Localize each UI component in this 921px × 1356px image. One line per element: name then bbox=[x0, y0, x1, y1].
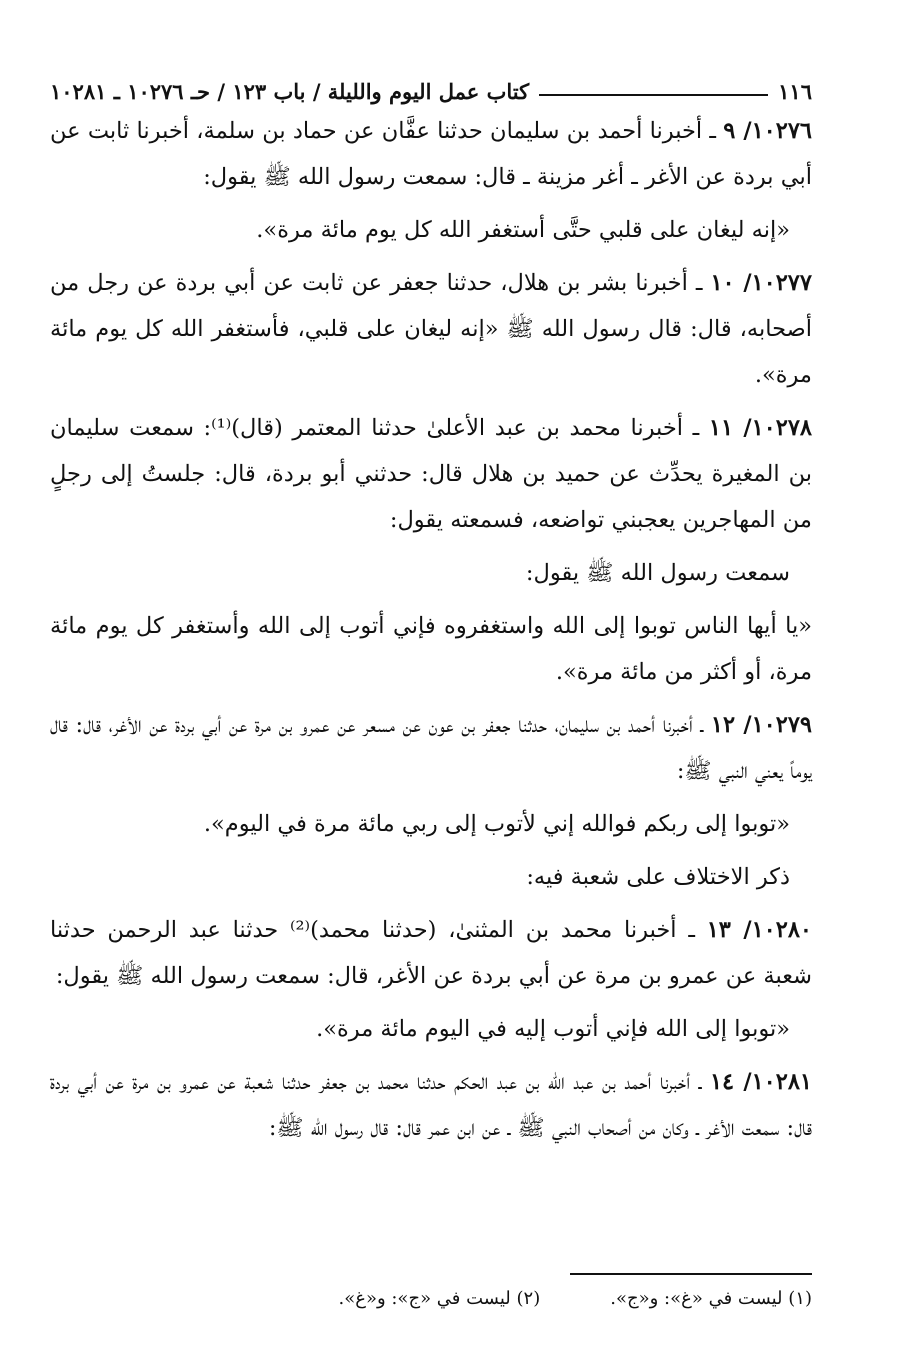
footnote-rule bbox=[570, 1273, 812, 1275]
footnotes bbox=[110, 1288, 812, 1309]
hadith-number: ١٠٢٧٨/ ١١ bbox=[708, 415, 813, 441]
hadith-paragraph bbox=[50, 260, 812, 398]
hadith-text: ـ أخبرنا أحمد بن سليمان حدثنا عفَّان عن حماد بن سلمة، أخبرنا ثابت عن أبي بردة عن الأغر ـ أغر مزينة ـ قال: سمعت رسول الله ﷺ يقول: bbox=[50, 118, 812, 190]
page-number: ١١٦ bbox=[778, 79, 812, 104]
section-note-text: ذكر الاختلاف على شعبة فيه: bbox=[526, 864, 790, 890]
hadith-text: ـ أخبرنا محمد بن عبد الأعلىٰ حدثنا المعتمر (قال)⁽¹⁾: سمعت سليمان بن المغيرة يحدِّث عن حميد بن هلال قال: حدثني أبو بردة، قال: جلستُ إلى رجلٍ من المهاجرين يعجبني تواضعه، فسمعته يقول: bbox=[50, 415, 812, 533]
quote-paragraph bbox=[50, 207, 812, 253]
hadith-number: ١٠٢٧٦/ ٩ bbox=[723, 118, 812, 144]
narration-paragraph bbox=[50, 550, 812, 596]
running-title: كتاب عمل اليوم والليلة / باب ١٢٣ / حـ ١٠٢٧٦ ـ ١٠٢٨١ bbox=[50, 79, 530, 104]
hadith-number: ١٠٢٧٧/ ١٠ bbox=[710, 270, 812, 296]
main-text bbox=[50, 108, 812, 1151]
hadith-number: ١٠٢٧٩/ ١٢ bbox=[710, 712, 812, 738]
hadith-paragraph bbox=[50, 405, 812, 543]
hadith-number: ١٠٢٨١/ ١٤ bbox=[709, 1069, 812, 1095]
page-header bbox=[50, 70, 812, 104]
quote-text: «توبوا إلى الله فإني أتوب إليه في اليوم مائة مرة». bbox=[316, 1016, 790, 1042]
quote-paragraph bbox=[50, 603, 812, 695]
quote-paragraph bbox=[50, 1006, 812, 1052]
quote-text: «توبوا إلى ربكم فوالله إني لأتوب إلى ربي مائة مرة في اليوم». bbox=[203, 811, 790, 837]
hadith-number: ١٠٢٨٠/ ١٣ bbox=[706, 917, 812, 943]
hadith-text: ـ أخبرنا أحمد بن عبد الله بن عبد الحكم حدثنا محمد بن جعفر حدثنا شعبة عن عمرو بن مرة عن أبي بردة قال: سمعت الأغر ـ وكان من أصحاب النبي ﷺ ـ عن ابن عمر قال: قال رسول الله ﷺ: bbox=[50, 1069, 812, 1141]
hadith-paragraph bbox=[50, 702, 812, 794]
hadith-paragraph bbox=[50, 1059, 812, 1151]
section-note bbox=[50, 854, 812, 900]
book-page bbox=[50, 70, 812, 1320]
hadith-paragraph bbox=[50, 108, 812, 200]
hadith-text: ـ أخبرنا بشر بن هلال، حدثنا جعفر عن ثابت عن أبي بردة عن رجل من أصحابه، قال: قال رسول الله ﷺ «إنه ليغان على قلبي، فأستغفر الله كل يوم مائة مرة». bbox=[50, 270, 812, 388]
hadith-paragraph bbox=[50, 907, 812, 999]
quote-text: «إنه ليغان على قلبي حتَّى أستغفر الله كل يوم مائة مرة». bbox=[256, 217, 790, 243]
narration-text: سمعت رسول الله ﷺ يقول: bbox=[525, 560, 790, 586]
header-rule bbox=[539, 94, 768, 96]
footnote-1: (١) ليست في «غ»: و«ج». bbox=[610, 1288, 812, 1309]
footnote-2: (٢) ليست في «ج»: و«غ». bbox=[338, 1288, 541, 1309]
quote-text: «يا أيها الناس توبوا إلى الله واستغفروه فإني أتوب إلى الله وأستغفر كل يوم مائة مرة، أو أكثر من مائة مرة». bbox=[50, 613, 812, 685]
quote-paragraph bbox=[50, 801, 812, 847]
hadith-text: ـ أخبرنا محمد بن المثنىٰ، (حدثنا محمد)⁽²⁾ حدثنا عبد الرحمن حدثنا شعبة عن عمرو بن مرة عن أبي بردة عن الأغر، قال: سمعت رسول الله ﷺ يقول: bbox=[50, 917, 812, 989]
hadith-text: ـ أخبرنا أحمد بن سليمان، حدثنا جعفر بن عون عن مسعر عن عمرو بن مرة عن أبي بردة عن الأغر، قال: قال يوماً يعني النبي ﷺ: bbox=[50, 712, 812, 784]
